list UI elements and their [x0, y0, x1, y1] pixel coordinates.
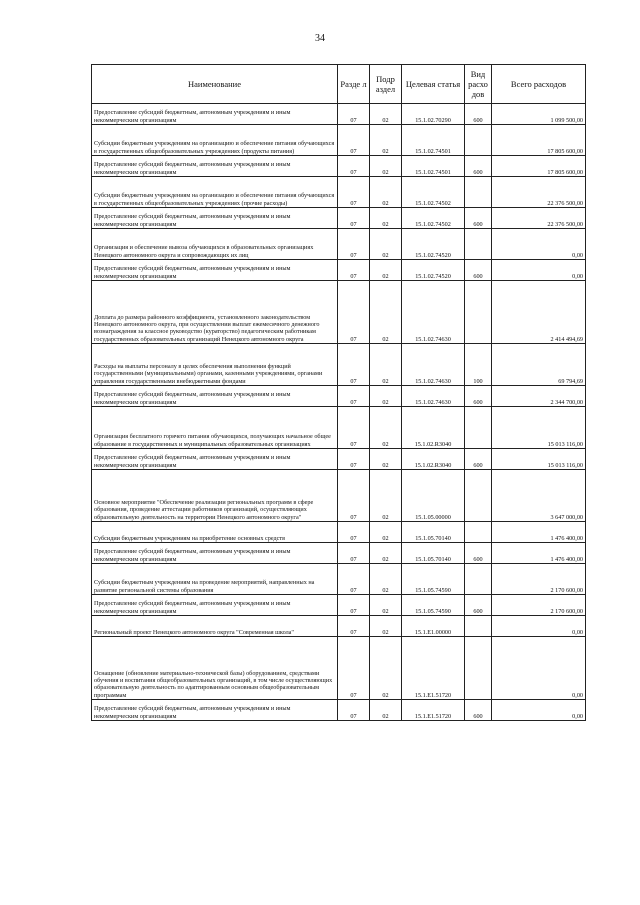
cell-podrazdel: 02	[370, 616, 402, 637]
cell-total: 0,00	[492, 637, 586, 700]
table-row	[92, 125, 586, 156]
cell-name: Субсидии бюджетным учреждениям на проведение мероприятий, направленных на развитие региональной системы образования	[92, 564, 338, 595]
cell-vid	[465, 229, 492, 260]
cell-vid: 600	[465, 543, 492, 564]
cell-podrazdel: 02	[370, 407, 402, 449]
cell-article: 15.1.05.74590	[402, 595, 465, 616]
cell-podrazdel: 02	[370, 260, 402, 281]
cell-razdel: 07	[338, 449, 370, 470]
cell-total: 2 170 600,00	[492, 595, 586, 616]
cell-razdel: 07	[338, 156, 370, 177]
cell-vid	[465, 637, 492, 700]
cell-vid: 600	[465, 156, 492, 177]
cell-razdel: 07	[338, 595, 370, 616]
cell-name: Региональный проект Ненецкого автономного округа "Современная школа"	[92, 616, 338, 637]
cell-name: Организация и обеспечение вывоза обучающихся в образовательных организациях Ненецкого автономного округа и сопровождающих их лиц	[92, 229, 338, 260]
cell-total: 2 414 494,69	[492, 281, 586, 344]
cell-name: Предоставление субсидий бюджетным, автономным учреждениям и иным некоммерческим организациям	[92, 700, 338, 721]
cell-name: Основное мероприятие "Обеспечение реализации региональных программ в сфере образования, проведение аттестации работников организаций, осуществляющих образовательную деятельность на территории Ненецкого автономного округа"	[92, 470, 338, 522]
cell-razdel: 07	[338, 125, 370, 156]
cell-name: Предоставление субсидий бюджетным, автономным учреждениям и иным некоммерческим организациям	[92, 104, 338, 125]
cell-razdel: 07	[338, 407, 370, 449]
cell-name: Субсидии бюджетным учреждениям на организацию и обеспечение питания обучающихся в государственных общеобразовательных учреждениях (прочие расходы)	[92, 177, 338, 208]
table-row	[92, 260, 586, 281]
table-row	[92, 156, 586, 177]
cell-total: 22 376 500,00	[492, 208, 586, 229]
table-header-row	[92, 65, 586, 104]
cell-razdel: 07	[338, 564, 370, 595]
cell-podrazdel: 02	[370, 208, 402, 229]
cell-name: Предоставление субсидий бюджетным, автономным учреждениям и иным некоммерческим организациям	[92, 543, 338, 564]
expenditure-table	[91, 64, 586, 721]
cell-article: 15.1.02.74520	[402, 260, 465, 281]
table-row	[92, 616, 586, 637]
table-row	[92, 229, 586, 260]
cell-name: Субсидии бюджетным учреждениям на приобретение основных средств	[92, 522, 338, 543]
cell-vid	[465, 125, 492, 156]
table-row	[92, 543, 586, 564]
cell-razdel: 07	[338, 344, 370, 386]
cell-article: 15.1.02.R3040	[402, 407, 465, 449]
cell-total: 15 013 116,00	[492, 449, 586, 470]
cell-article: 15.1.02.70290	[402, 104, 465, 125]
header-article: Целевая статья	[402, 65, 465, 104]
table-row	[92, 449, 586, 470]
cell-article: 15.1.02.74630	[402, 344, 465, 386]
cell-podrazdel: 02	[370, 281, 402, 344]
cell-name: Оснащение (обновление материально-технической базы) оборудованием, средствами обучения и воспитания общеобразовательных организаций, в том числе осуществляющих образовательную деятельность по адаптированным основным общеобразовательным программам	[92, 637, 338, 700]
cell-podrazdel: 02	[370, 522, 402, 543]
table-row	[92, 281, 586, 344]
cell-vid	[465, 470, 492, 522]
cell-article: 15.1.02.74502	[402, 208, 465, 229]
cell-razdel: 07	[338, 177, 370, 208]
cell-total: 17 805 600,00	[492, 156, 586, 177]
cell-total: 3 647 000,00	[492, 470, 586, 522]
cell-podrazdel: 02	[370, 104, 402, 125]
table-row	[92, 344, 586, 386]
header-vid: Вид расхо дов	[465, 65, 492, 104]
cell-article: 15.1.E1.51720	[402, 637, 465, 700]
cell-article: 15.1.E1.00000	[402, 616, 465, 637]
cell-vid: 600	[465, 449, 492, 470]
cell-razdel: 07	[338, 637, 370, 700]
cell-total: 1 476 400,00	[492, 522, 586, 543]
cell-podrazdel: 02	[370, 470, 402, 522]
cell-article: 15.1.02.74630	[402, 386, 465, 407]
table-row	[92, 386, 586, 407]
table-row	[92, 700, 586, 721]
cell-article: 15.1.02.74501	[402, 156, 465, 177]
cell-article: 15.1.02.74501	[402, 125, 465, 156]
cell-name: Предоставление субсидий бюджетным, автономным учреждениям и иным некоммерческим организациям	[92, 595, 338, 616]
cell-podrazdel: 02	[370, 177, 402, 208]
cell-razdel: 07	[338, 543, 370, 564]
page-number: 34	[315, 33, 325, 44]
cell-article: 15.1.05.00000	[402, 470, 465, 522]
cell-total: 1 099 500,00	[492, 104, 586, 125]
cell-podrazdel: 02	[370, 543, 402, 564]
cell-razdel: 07	[338, 616, 370, 637]
cell-vid	[465, 407, 492, 449]
cell-article: 15.1.05.74590	[402, 564, 465, 595]
cell-vid: 600	[465, 260, 492, 281]
cell-total: 0,00	[492, 616, 586, 637]
cell-razdel: 07	[338, 104, 370, 125]
cell-razdel: 07	[338, 208, 370, 229]
table-row	[92, 522, 586, 543]
cell-name: Организация бесплатного горячего питания обучающихся, получающих начальное общее образование в государственных и муниципальных образовательных организациях	[92, 407, 338, 449]
cell-name: Предоставление субсидий бюджетным, автономным учреждениям и иным некоммерческим организациям	[92, 156, 338, 177]
cell-vid	[465, 564, 492, 595]
cell-vid: 600	[465, 700, 492, 721]
cell-article: 15.1.05.70140	[402, 522, 465, 543]
cell-podrazdel: 02	[370, 229, 402, 260]
cell-name: Доплата до размера районного коэффициента, установленного законодательством Ненецкого автономного округа, при осуществлении выплат ежемесячного денежного вознаграждения за классное руководство (кураторство) педагогическим работникам государственных образовательных организаций Ненецкого автономного округа	[92, 281, 338, 344]
cell-name: Расходы на выплаты персоналу в целях обеспечения выполнения функций государственными (муниципальными) органами, казенными учреждениями, органами управления государственными внебюджетными фондами	[92, 344, 338, 386]
cell-podrazdel: 02	[370, 637, 402, 700]
cell-razdel: 07	[338, 700, 370, 721]
cell-podrazdel: 02	[370, 386, 402, 407]
cell-name: Предоставление субсидий бюджетным, автономным учреждениям и иным некоммерческим организациям	[92, 386, 338, 407]
cell-total: 2 344 700,00	[492, 386, 586, 407]
table-row	[92, 564, 586, 595]
cell-total: 1 476 400,00	[492, 543, 586, 564]
cell-razdel: 07	[338, 281, 370, 344]
cell-podrazdel: 02	[370, 564, 402, 595]
cell-article: 15.1.02.74520	[402, 229, 465, 260]
header-name: Наименование	[92, 65, 338, 104]
cell-article: 15.1.02.R3040	[402, 449, 465, 470]
table-row	[92, 104, 586, 125]
cell-razdel: 07	[338, 522, 370, 543]
cell-total: 69 794,69	[492, 344, 586, 386]
table-row	[92, 637, 586, 700]
table-body	[92, 104, 586, 721]
cell-total: 0,00	[492, 229, 586, 260]
cell-razdel: 07	[338, 470, 370, 522]
cell-total: 2 170 600,00	[492, 564, 586, 595]
table-row	[92, 595, 586, 616]
cell-podrazdel: 02	[370, 449, 402, 470]
cell-name: Предоставление субсидий бюджетным, автономным учреждениям и иным некоммерческим организациям	[92, 449, 338, 470]
cell-podrazdel: 02	[370, 700, 402, 721]
cell-vid: 600	[465, 386, 492, 407]
header-total: Всего расходов	[492, 65, 586, 104]
header-podrazdel: Подр аздел	[370, 65, 402, 104]
cell-article: 15.1.02.74502	[402, 177, 465, 208]
cell-name: Предоставление субсидий бюджетным, автономным учреждениям и иным некоммерческим организациям	[92, 260, 338, 281]
cell-total: 15 013 116,00	[492, 407, 586, 449]
cell-total: 0,00	[492, 700, 586, 721]
table-row	[92, 407, 586, 449]
cell-vid: 600	[465, 208, 492, 229]
cell-vid: 100	[465, 344, 492, 386]
header-razdel: Разде л	[338, 65, 370, 104]
cell-total: 17 805 600,00	[492, 125, 586, 156]
cell-podrazdel: 02	[370, 344, 402, 386]
cell-article: 15.1.05.70140	[402, 543, 465, 564]
cell-total: 22 376 500,00	[492, 177, 586, 208]
cell-vid: 600	[465, 104, 492, 125]
cell-vid	[465, 177, 492, 208]
table-row	[92, 208, 586, 229]
cell-article: 15.1.02.74630	[402, 281, 465, 344]
table-row	[92, 470, 586, 522]
cell-vid	[465, 281, 492, 344]
cell-podrazdel: 02	[370, 156, 402, 177]
cell-article: 15.1.E1.51720	[402, 700, 465, 721]
cell-name: Предоставление субсидий бюджетным, автономным учреждениям и иным некоммерческим организациям	[92, 208, 338, 229]
cell-vid: 600	[465, 595, 492, 616]
cell-razdel: 07	[338, 229, 370, 260]
cell-razdel: 07	[338, 260, 370, 281]
cell-razdel: 07	[338, 386, 370, 407]
cell-podrazdel: 02	[370, 595, 402, 616]
cell-name: Субсидии бюджетным учреждениям на организацию и обеспечение питания обучающихся в государственных общеобразовательных учреждениях (продукты питания)	[92, 125, 338, 156]
cell-total: 0,00	[492, 260, 586, 281]
cell-vid	[465, 616, 492, 637]
table-row	[92, 177, 586, 208]
cell-vid	[465, 522, 492, 543]
cell-podrazdel: 02	[370, 125, 402, 156]
